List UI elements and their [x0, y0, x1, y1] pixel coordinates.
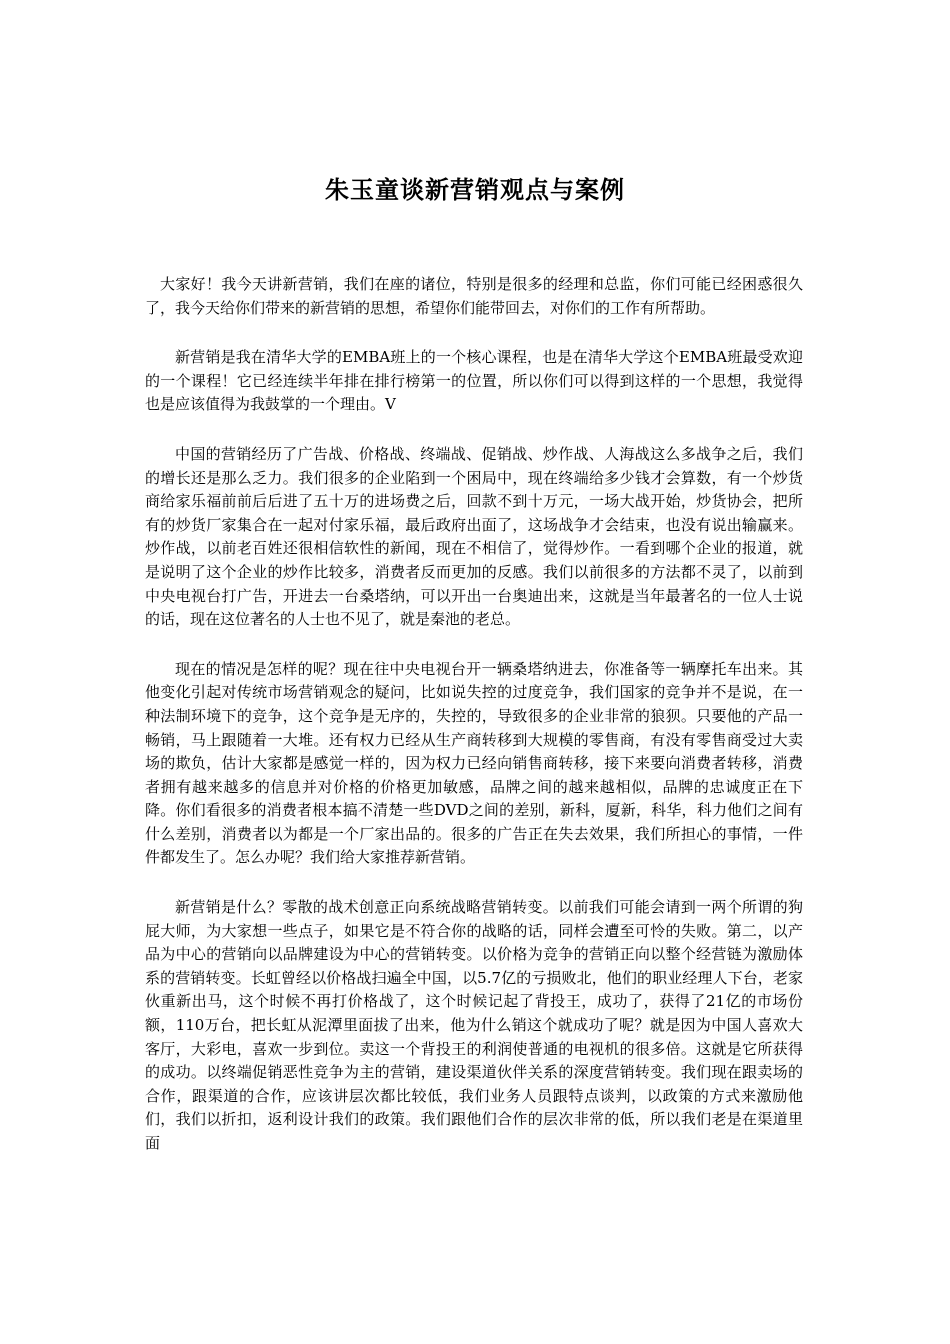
document-title: 朱玉童谈新营销观点与案例 [325, 175, 625, 204]
document-body [145, 273, 803, 1182]
paragraph-greeting: 大家好！我今天讲新营销，我们在座的诸位，特别是很多的经理和总监，你们可能已经困惑很久了，我今天给你们带来的新营销的思想，希望你们能带回去，对你们的工作有所帮助。 [145, 275, 803, 317]
paragraph-current-situation: 现在的情况是怎样的呢？现在往中央电视台开一辆桑塔纳进去，你准备等一辆摩托车出来。其他变化引起对传统市场营销观念的疑问，比如说失控的过度竞争，我们国家的竞争并不是说，在一种法制环境下的竞争，这个竞争是无序的，失控的，导致很多的企业非常的狼狈。只要他的产品一畅销，马上跟随着一大堆。还有权力已经从生产商转移到大规模的零售商，有没有零售商受过大卖场的欺负，估计大家都是感觉一样的，因为权力已经向销售商转移，接下来要向消费者转移，消费者拥有越来越多的信息并对价格的价格更加敏感，品牌之间的越来越相似，品牌的忠诚度正在下降。你们看很多的消费者根本搞不清楚一些DVD之间的差别，新科，厦新，科华，科力他们之间有什么差别，消费者以为都是一个厂家出品的。很多的广告正在失去效果，我们所担心的事情，一件件都发生了。怎么办呢？我们给大家推荐新营销。 [145, 659, 803, 867]
paragraph-what-is-new-marketing: 新营销是什么？零散的战术创意正向系统战略营销转变。以前我们可能会请到一两个所谓的狗屁大师，为大家想一些点子，如果它是不符合你的战略的话，同样会遭至可怜的失败。第二，以产品为中心的营销向以品牌建设为中心的营销转变。以价格为竞争的营销正向以整个经营链为激励体系的营销转变。长虹曾经以价格战扫遍全中国，以5.7亿的亏损败北，他们的职业经理人下台，老家伙重新出马，这个时候不再打价格战了，这个时候记起了背投王，成功了，获得了21亿的市场份额，110万台，把长虹从泥潭里面拔了出来，他为什么销这个就成功了呢？就是因为中国人喜欢大客厅，大彩电，喜欢一步到位。卖这一个背投王的利润使普通的电视机的很多倍。这就是它所获得的成功。以终端促销恶性竞争为主的营销，建设渠道伙伴关系的深度营销转变。我们现在跟卖场的合作，跟渠道的合作，应该讲层次都比较低，我们业务人员跟特点谈判，以政策的方式来激励他们，我们以折扣，返利设计我们的政策。我们跟他们合作的层次非常的低，所以我们老是在渠道里面 [145, 898, 803, 1152]
paragraph-emba-course: 新营销是我在清华大学的EMBA班上的一个核心课程，也是在清华大学这个EMBA班最受欢迎的一个课程！它已经连续半年排在排行榜第一的位置，所以你们可以得到这样的一个思想，我觉得也是应该值得为我鼓掌的一个理由。V [145, 348, 803, 414]
paragraph-marketing-wars: 中国的营销经历了广告战、价格战、终端战、促销战、炒作战、人海战这么多战争之后，我们的增长还是那么乏力。我们很多的企业陷到一个困局中，现在终端给多少钱才会算数，有一个炒货商给家乐福前前后后进了五十万的进场费之后，回款不到十万元，一场大战开始，炒货协会，把所有的炒货厂家集合在一起对付家乐福，最后政府出面了，这场战争才会结束，也没有说出输赢来。炒作战，以前老百姓还很相信软性的新闻，现在不相信了，觉得炒作。一看到哪个企业的报道，就是说明了这个企业的炒作比较多，消费者反而更加的反感。我们以前很多的方法都不灵了，以前到中央电视台打广告，开进去一台桑塔纳，可以开出一台奥迪出来，这就是当年最著名的一位人士说的话，现在这位著名的人士也不见了，就是秦池的老总。 [145, 444, 803, 629]
